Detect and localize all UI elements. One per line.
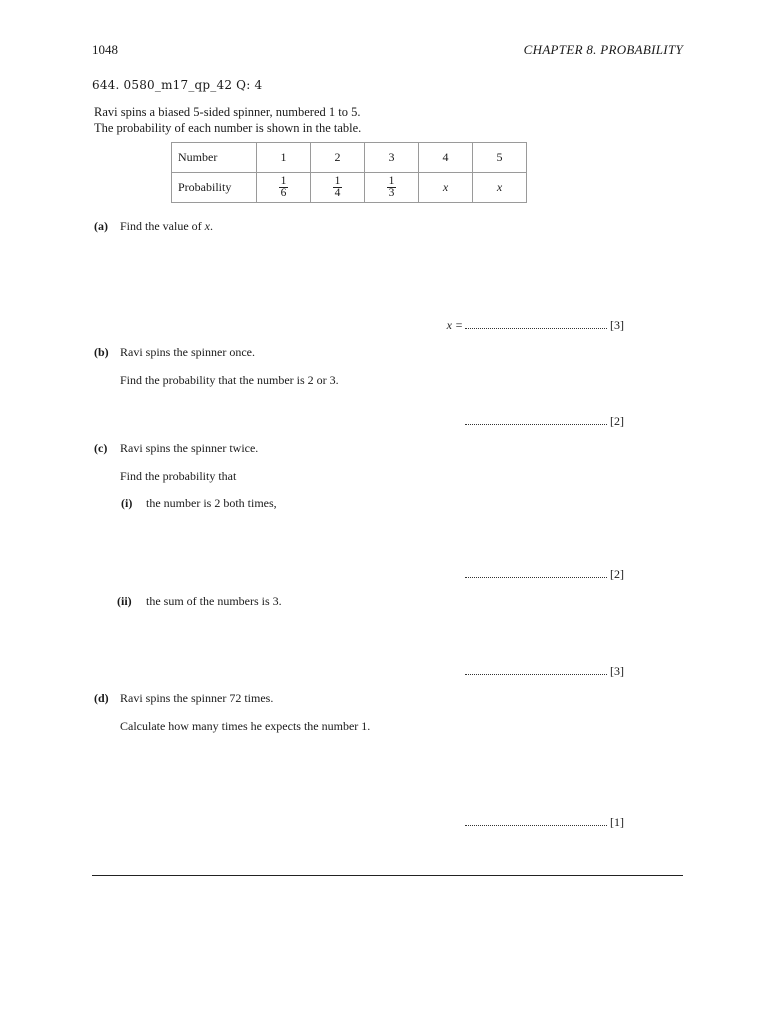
fraction-denominator: 3: [388, 187, 395, 199]
table-cell-probability: [365, 173, 419, 203]
part-d-marks: [1]: [610, 815, 624, 829]
question-reference: 644. 0580_m17_qp_42 Q: 4: [92, 78, 263, 92]
intro-line-1: Ravi spins a biased 5-sided spinner, numbered 1 to 5.: [94, 105, 361, 119]
part-c-i-answer-line: [463, 567, 624, 582]
part-c-i-marks: [2]: [610, 567, 624, 581]
part-c-ii-marks: [3]: [610, 664, 624, 678]
chapter-title: CHAPTER 8. PROBABILITY: [523, 42, 683, 57]
part-a-text: [120, 219, 213, 234]
table-row-number: [172, 143, 527, 173]
part-d-text-2: Calculate how many times he expects the number 1.: [120, 719, 371, 733]
part-c-text-2: Find the probability that: [120, 469, 237, 483]
part-c-text-1: Ravi spins the spinner twice.: [120, 441, 259, 455]
part-a-answer-line: [447, 318, 624, 333]
part-a-label: (a): [94, 219, 108, 233]
part-c-i-answer-field[interactable]: [465, 568, 607, 578]
fraction-numerator: 1: [334, 175, 341, 187]
table-row-probability: [172, 173, 527, 203]
table-cell-probability: [311, 173, 365, 203]
part-c-ii-text: the sum of the numbers is 3.: [146, 594, 282, 608]
fraction-denominator: 4: [334, 187, 341, 199]
fraction-numerator: 1: [388, 175, 395, 187]
part-a-answer-prefix: x =: [446, 318, 463, 332]
page-number: 1048: [92, 42, 118, 57]
part-c-ii-answer-line: [463, 664, 624, 679]
table-cell-number: 2: [311, 143, 365, 173]
part-b-label: (b): [94, 345, 109, 359]
part-c-ii-label: (ii): [117, 594, 132, 608]
part-a-marks: [3]: [610, 318, 624, 332]
fraction: [279, 176, 289, 199]
part-b-text-1: Ravi spins the spinner once.: [120, 345, 255, 359]
fraction: [333, 176, 343, 199]
part-d-label: (d): [94, 691, 109, 705]
question-intro: [94, 104, 361, 136]
intro-line-2: The probability of each number is shown in the table.: [94, 121, 362, 135]
probability-table: [171, 142, 527, 203]
part-c-i-label: (i): [121, 496, 133, 510]
part-a-period: .: [209, 219, 213, 233]
part-d-answer-line: [463, 815, 624, 830]
table-cell-number: 3: [365, 143, 419, 173]
part-c-ii-answer-field[interactable]: [465, 665, 607, 675]
table-cell-number: 1: [257, 143, 311, 173]
part-a-question: Find the value of: [120, 219, 202, 233]
part-d-answer-field[interactable]: [465, 816, 607, 826]
table-cell-probability: x: [419, 173, 473, 203]
part-b-answer-field[interactable]: [465, 415, 607, 425]
fraction-denominator: 6: [280, 187, 287, 199]
fraction-numerator: 1: [280, 175, 287, 187]
part-a-answer-field[interactable]: [465, 319, 607, 329]
part-b-text-2: Find the probability that the number is 2 or 3.: [120, 373, 339, 387]
footer-divider: [92, 875, 683, 876]
part-b-answer-line: [463, 414, 624, 429]
part-b-marks: [2]: [610, 414, 624, 428]
part-c-label: (c): [94, 441, 108, 455]
part-d-text-1: Ravi spins the spinner 72 times.: [120, 691, 274, 705]
table-cell-probability: [257, 173, 311, 203]
part-a-variable: x: [204, 219, 210, 233]
part-c-i-text: the number is 2 both times,: [146, 496, 277, 510]
fraction: [387, 176, 397, 199]
table-cell-number: 5: [473, 143, 527, 173]
table-cell-probability: x: [473, 173, 527, 203]
table-header-number: Number: [172, 143, 257, 173]
table-cell-number: 4: [419, 143, 473, 173]
table-header-probability: Probability: [172, 173, 257, 203]
